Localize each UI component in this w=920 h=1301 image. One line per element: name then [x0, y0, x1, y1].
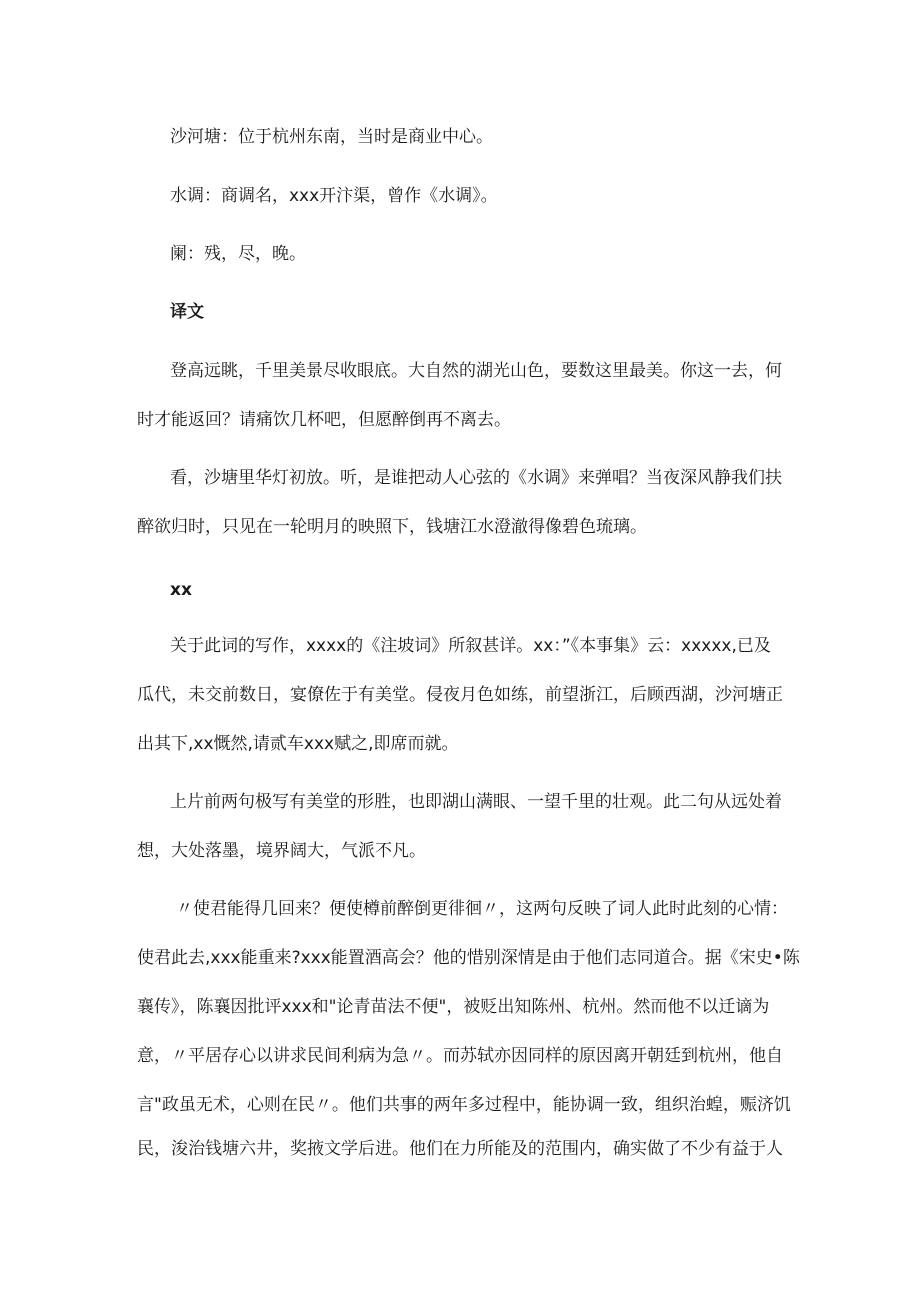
translation-line: 时才能返回？请痛饮几杯吧，但愿醉倒再不离去。 [137, 410, 511, 430]
note-shuidiao: 水调：商调名，xxx开汴渠，曾作《水调》。 [170, 186, 498, 206]
appreciation-line: 关于此词的写作，xxxx的《注坡词》所叙甚详。xx：”《本事集》云：xxxxx,已及 [170, 636, 771, 656]
appreciation-line: 〃使君能得几回来？便使樽前醉倒更徘徊〃，这两句反映了词人此时此刻的心情： [176, 899, 788, 919]
note-lan: 阑：残，尽，晚。 [170, 244, 306, 264]
appreciation-line: 瓜代，未交前数日，宴僚佐于有美堂。侵夜月色如练，前望浙江，后顾西湖，沙河塘正 [137, 685, 783, 705]
appreciation-line: 言"政虽无术，心则在民〃。他们共事的两年多过程中，能协调一致，组织治蝗，赈济饥 [137, 1095, 791, 1115]
note-shahetang: 沙河塘：位于杭州东南，当时是商业中心。 [170, 127, 493, 147]
translation-line: 醉欲归时，只见在一轮明月的映照下，钱塘江水澄澈得像碧色琉璃。 [137, 517, 647, 537]
appreciation-line: 意，〃平居存心以讲求民间利病为急〃。而苏轼亦因同样的原因离开朝廷到杭州，他自 [137, 1046, 783, 1066]
appreciation-heading: xx [170, 580, 192, 600]
appreciation-line: 想，大处落墨，境界阔大，气派不凡。 [137, 841, 426, 861]
translation-line: 看，沙塘里华灯初放。听，是谁把动人心弦的《水调》来弹唱？当夜深风静我们扶 [170, 468, 782, 488]
appreciation-line: 襄传》，陈襄因批评xxx和"论青苗法不便"，被贬出知陈州、杭州。然而他不以迁谪为 [137, 997, 770, 1017]
translation-line: 登高远眺，千里美景尽收眼底。大自然的湖光山色，要数这里最美。你这一去，何 [170, 361, 782, 381]
appreciation-line: 上片前两句极写有美堂的形胜，也即湖山满眼、一望千里的壮观。此二句从远处着 [170, 792, 782, 812]
translation-heading: 译文 [170, 302, 204, 322]
appreciation-line: 出其下,xx慨然,请贰车xxx赋之,即席而就。 [137, 734, 459, 754]
appreciation-line: 民，浚治钱塘六井，奖掖文学后进。他们在力所能及的范围内，确实做了不少有益于人 [137, 1139, 783, 1159]
appreciation-line: 使君此去,xxx能重来?xxx能置酒高会？他的惜别深情是由于他们志同道合。据《宋史•陈 [137, 948, 800, 968]
